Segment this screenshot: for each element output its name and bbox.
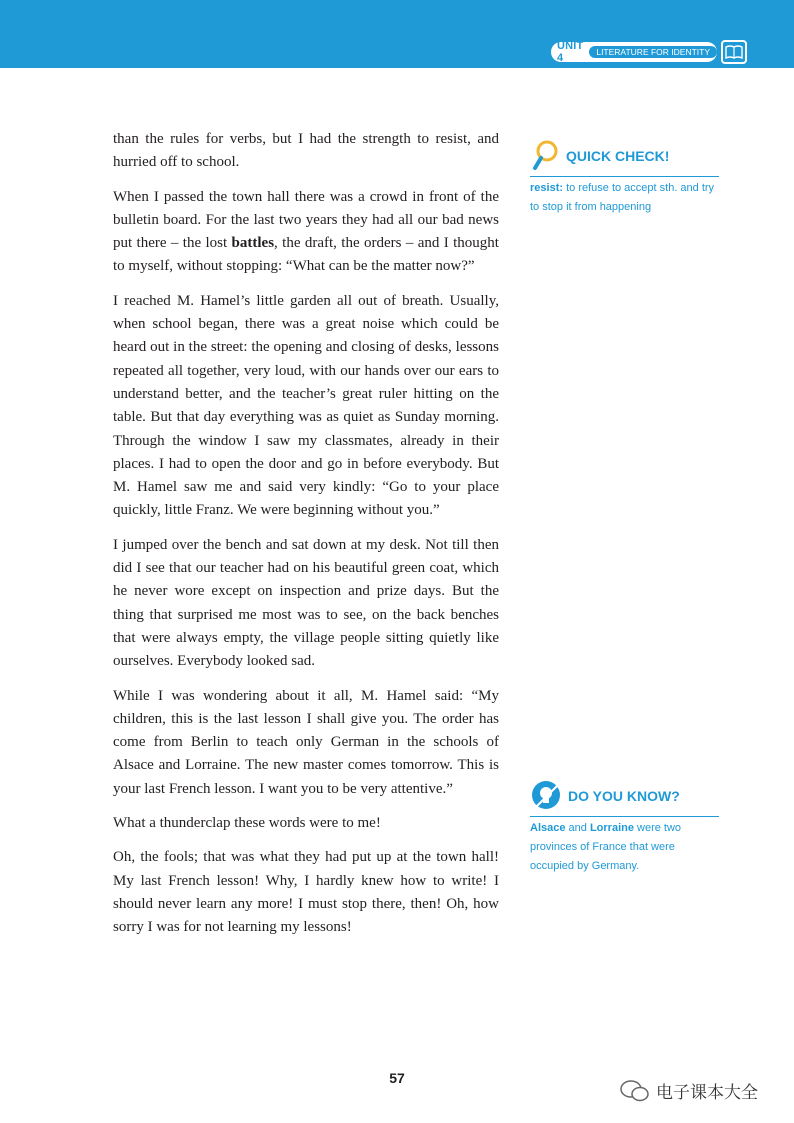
page-number: 57: [389, 1070, 405, 1086]
unit-title: LITERATURE FOR IDENTITY: [589, 46, 717, 58]
paragraph: Oh, the fools; that was what they had put up at the town hall! My last French lesson! Why, I hardly knew how to write! I should never learn any more! I must stop there, then! Oh, how sorry I was for not learning my lessons!: [113, 849, 499, 936]
paragraph: While I was wondering about it all, M. Hamel said: “My children, this is the last lesson I shall give you. The order has come from Berlin to teach only German in the schools of Alsace and Lorraine. The new master comes tomorrow. This is your last French lesson. I want you to be very attentive.”: [113, 687, 499, 797]
watermark-text: 电子课本大全: [656, 1083, 758, 1103]
book-icon: [721, 40, 747, 64]
paragraph: What a thunderclap these words were to me!: [113, 815, 381, 832]
divider: [530, 176, 719, 177]
unit-badge: [551, 42, 717, 62]
do-you-know-text: Alsace and Lorraine were two provinces of France that were occupied by Germany.: [530, 822, 682, 872]
do-you-know-title: DO YOU KNOW?: [568, 788, 680, 804]
header-bar: [0, 0, 794, 68]
paragraph: than the rules for verbs, but I had the strength to resist, and hurried off to school.: [113, 131, 499, 171]
quick-check-definition: resist: to refuse to accept sth. and try to stop it from happening: [530, 182, 715, 213]
do-you-know-box: [530, 780, 719, 876]
quick-check-box: [530, 140, 719, 217]
paragraph: When I passed the town hall there was a crowd in front of the bulletin board. For the last two years they had all our bad news put there – the lost battles, the draft, the orders – and I thought to myself, without stopping: “What can be the matter now?”: [113, 188, 499, 275]
story-text: [113, 128, 499, 951]
lightbulb-icon: [530, 779, 564, 813]
chat-bubble-icon: [620, 1079, 650, 1103]
magnifier-icon: [532, 139, 566, 173]
divider: [530, 816, 719, 817]
watermark: [620, 1078, 758, 1103]
unit-label: UNIT 4: [557, 40, 584, 64]
quick-check-title: QUICK CHECK!: [566, 148, 670, 164]
glossary-term-battles: battles: [231, 235, 275, 252]
paragraph: I jumped over the bench and sat down at my desk. Not till then did I see that our teacher had on his beautiful green coat, which he never wore except on inspection and prize days. But the thing that surprised me most was to see, on the back benches that were always empty, the village people sitting quietly like ourselves. Everybody looked sad.: [113, 536, 499, 670]
paragraph: I reached M. Hamel’s little garden all out of breath. Usually, when school began, there was a great noise which could be heard out in the street: the opening and closing of desks, lessons repeated all together, very loud, with our hands over our ears to understand better, and the teacher’s great ruler hitting on the table. But that day everything was as quiet as Sunday morning. Through the window I saw my classmates, already in their places. I had to open the door and go in before everybody. But M. Hamel saw me and said very kindly: “Go to your place quickly, little Franz. We were beginning without you.”: [113, 292, 499, 519]
